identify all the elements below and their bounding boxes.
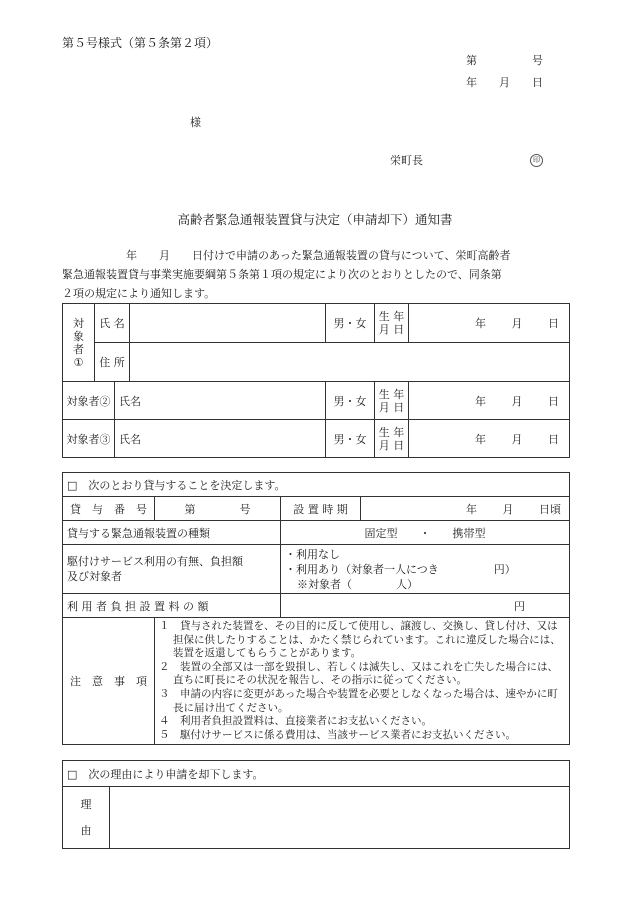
seal-mark [530,152,543,167]
birth-label-line: 生 年 [378,310,405,323]
note-item: ５ 駆付けサービスに係る費用は、当該サービス業者にお支払いください。 [159,728,516,741]
subject3-birth-label [375,420,409,458]
dispatch-service-label [63,545,281,594]
subject1-name-field[interactable] [130,304,326,343]
subject1-label-cell [63,304,95,382]
document-title: 高齢者緊急通報装置貸与決定（申請却下）通知書 [177,212,453,227]
issuer-name: 栄町長 [390,154,423,167]
subject1-gender[interactable]: 男・女 [326,304,375,343]
subject2-birth-label [375,382,409,420]
birth-label-line: 月 日 [378,323,405,336]
subject3-birth-date[interactable]: 年 月 日 [409,420,570,458]
birth-label-line: 月 日 [378,438,405,452]
dispatch-subject-count[interactable]: ※対象者（ 人） [297,577,418,591]
subject1-name-label: 氏 名 [95,304,130,343]
note-item: ４ 利用者負担設置料は、直接業者にお支払いください。 [159,715,432,728]
rejection-heading[interactable]: □ 次の理由により申請を却下します。 [63,761,570,787]
loan-number-label: 貸 与 番 号 [63,497,155,521]
rejection-table [62,760,570,849]
intro-line-1: 年 月 日付けで申請のあった緊急通報装置の貸与について、栄町高齢者 [126,249,511,262]
intro-line-2: 緊急通報装置貸与事業実施要綱第５条第１項の規定により次のとおりとしたので、同条第 [62,268,502,281]
reason-label-char: 理 [80,797,92,811]
subject1-label-char: 対 [73,316,84,330]
install-period-label: 設 置 時 期 [281,497,361,521]
subject3-gender[interactable]: 男・女 [326,420,375,458]
dispatch-option-use[interactable]: ・利用あり（対象者一人につき 円） [285,562,516,576]
reason-label [63,787,110,849]
dispatch-label-line: 及び対象者 [67,570,122,583]
fee-label: 利 用 者 負 担 設 置 料 の 額 [63,594,281,618]
reason-field[interactable] [110,787,570,849]
subject2-label: 対象者② [63,382,115,420]
subject2-birth-date[interactable]: 年 月 日 [409,382,570,420]
subject2-name-cell[interactable] [115,382,326,420]
notes-list [155,618,570,745]
birth-label-line: 生 年 [378,425,405,439]
install-period-value[interactable]: 年 月 日頃 [361,497,570,521]
notes-label: 注 意 事 項 [63,618,155,745]
subject1-birth-date[interactable]: 年 月 日 [409,304,570,343]
device-type-value[interactable]: 固定型 ・ 携帯型 [281,521,570,545]
form-number: 第５号様式（第５条第２項） [62,36,219,50]
subject1-label-char: 者 [73,342,84,356]
loan-number-value[interactable]: 第 号 [155,497,281,521]
note-item: ２ 装置の全部又は一部を毀損し、若しくは滅失し、又はこれを亡失した場合には、直ちに町長にその状況を報告し、その指示に従ってください。 [159,660,558,687]
subjects-table [62,303,570,458]
document-number: 第 号 [466,54,543,67]
subject1-address-label: 住 所 [95,343,130,382]
dispatch-label-line: 駆付けサービス利用の有無、負担額 [67,555,243,568]
birth-label-line: 月 日 [378,400,405,414]
subject3-name-cell[interactable] [115,420,326,458]
issue-date: 年 月 日 [466,76,543,89]
reason-label-char: 由 [80,823,92,837]
addressee-suffix: 様 [190,116,201,129]
subject1-label-char: ① [73,355,84,369]
intro-line-3: ２項の規定により通知します。 [62,287,216,300]
note-item: １ 貸与された装置を、その目的に反して使用し、譲渡し、交換し、貸し付け、又は担保に供したりすることは、かたく禁じられています。これに違反した場合には、装置を返還してもらうことがあります。 [159,620,561,660]
subject3-name-label: 氏名 [119,432,141,446]
dispatch-service-options[interactable] [281,545,570,594]
subject1-label-char: 象 [73,329,84,343]
seal-icon: 印 [530,154,543,167]
subject2-name-label: 氏名 [119,394,141,408]
fee-value[interactable]: 円 [281,594,570,618]
subject1-birth-label [375,304,409,343]
subject3-label: 対象者③ [63,420,115,458]
device-type-label: 貸与する緊急通報装置の種類 [63,521,281,545]
decision-heading[interactable]: □ 次のとおり貸与することを決定します。 [63,473,570,497]
subject1-address-field[interactable] [130,343,570,382]
decision-table [62,472,570,745]
birth-label-line: 生 年 [378,387,405,401]
dispatch-option-none[interactable]: ・利用なし [285,547,340,561]
subject2-gender[interactable]: 男・女 [326,382,375,420]
note-item: ３ 申請の内容に変更があった場合や装置を必要としなくなった場合は、速やかに町長に届け出てください。 [159,687,558,714]
